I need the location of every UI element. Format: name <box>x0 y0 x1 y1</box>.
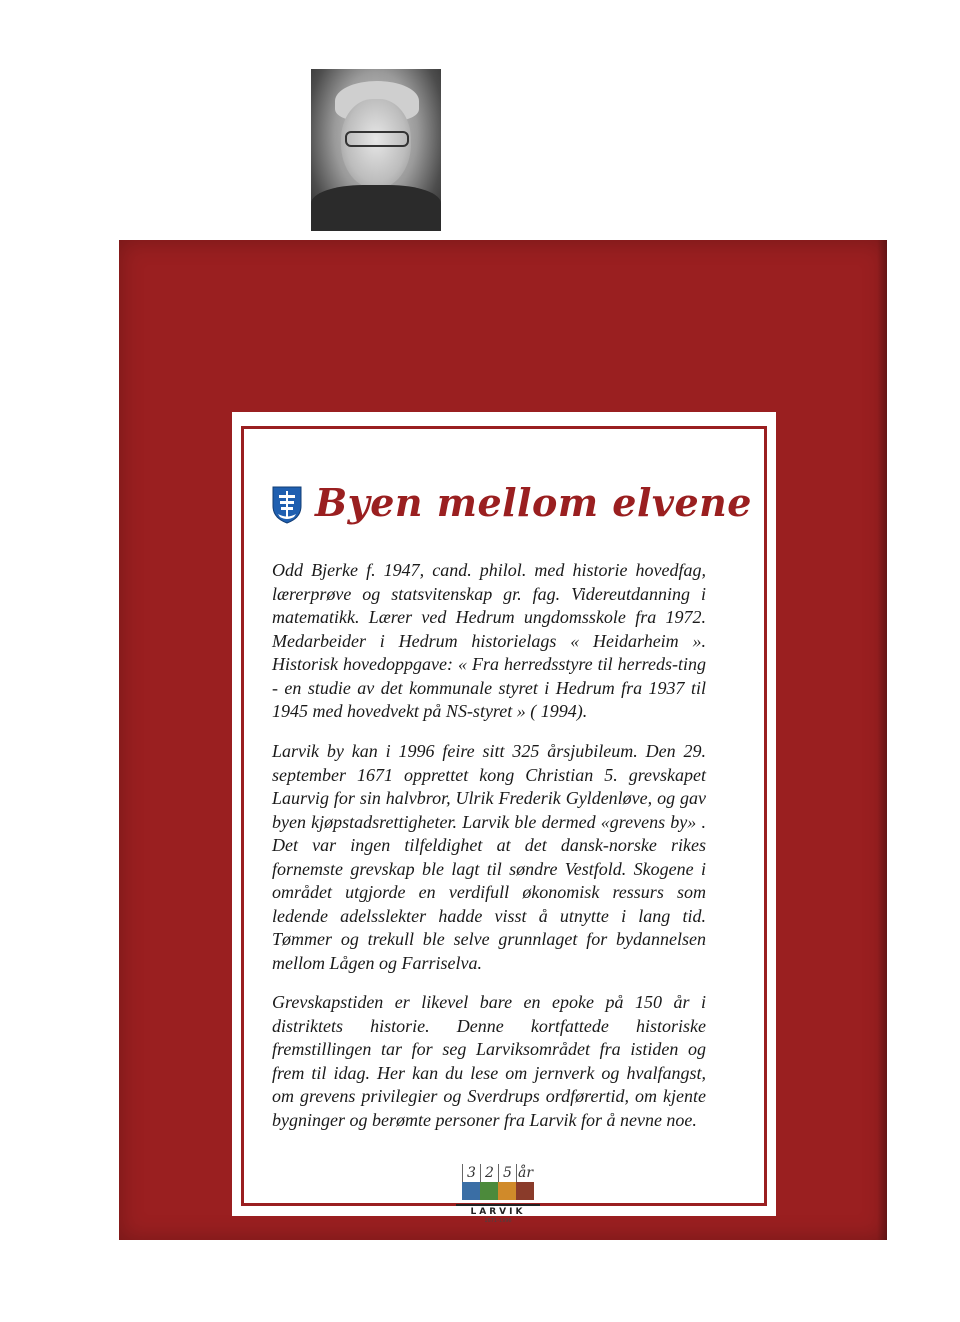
logo-name: LARVIK <box>456 1204 540 1217</box>
logo-digits <box>462 1164 534 1182</box>
logo-digit: 3 <box>462 1164 480 1182</box>
logo-tile-sun-icon <box>498 1182 516 1200</box>
portrait-glasses <box>345 131 409 147</box>
logo-digit: 5 <box>498 1164 516 1182</box>
book-title: Byen mellom elvene <box>315 480 752 525</box>
jubilee-logo <box>456 1164 540 1224</box>
author-portrait <box>311 69 441 231</box>
logo-tile-ship-icon <box>462 1182 480 1200</box>
author-bio: Odd Bjerke f. 1947, cand. philol. med historie hovedfag, lærerprøve og statsvitenskap gr. fag. Videreutdanning i matematikk. Lærer ved Hedrum ungdomsskole fra 1972. Medarbeider i Hedrum historielags « Heidarheim ». Historisk hovedoppgave: « Fra herredsstyre til herreds-ting - en studie av det kommunale styret i Hedrum fra 1937 til 1945 med hovedvekt på NS-styret » ( 1994). <box>272 560 706 721</box>
portrait-body <box>311 185 441 231</box>
logo-tile-house-icon <box>516 1182 534 1200</box>
coat-of-arms-icon <box>272 486 302 524</box>
logo-tile-tree-icon <box>480 1182 498 1200</box>
logo-years: 1671-1996 <box>484 1218 512 1224</box>
author-photo <box>306 64 446 236</box>
logo-digit: år <box>517 1165 534 1181</box>
logo-illustrations <box>462 1182 534 1200</box>
summary-paragraph: Grevskapstiden er likevel bare en epoke på 150 år i distriktets historie. Denne kortfattede historiske fremstillingen tar for seg Larviksområdet fra istiden og frem til idag. Her kan du lese om jernverk og hvalfangst, om grevens privilegier og Sverdrups ordførertid, om kjente bygninger og berømte personer fra Larvik for å nevne noe. <box>272 992 706 1130</box>
logo-digit: 2 <box>480 1164 498 1182</box>
history-paragraph: Larvik by kan i 1996 feire sitt 325 årsjubileum. Den 29. september 1671 opprettet kong Christian 5. grevskapet Laurvig for sin halvbror, Ulrik Frederik Gyldenløve, og gav byen kjøpstadsrettigheter. Larvik ble dermed «grevens by» . Det var ingen tilfeldighet at det dansk-norske rikes fornemste grevskap ble lagt til søndre Vestfold. Skogene i området utgjorde en verdifull økonomisk ressurs som ledende adelsslekter hadde visst å utnytte i lang tid. Tømmer og trekull ble selve grunnlaget for bydannelsen mellom Lågen og Farriselva. <box>272 741 706 973</box>
spine-shade <box>877 240 887 1240</box>
